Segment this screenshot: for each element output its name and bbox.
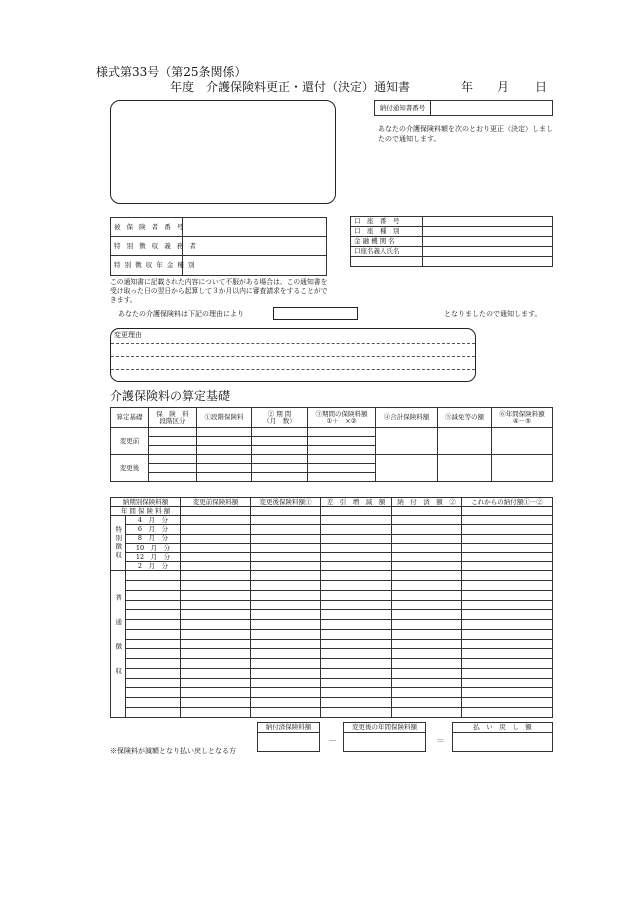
col-basis: 算定基礎 bbox=[111, 408, 149, 428]
insured-number-field[interactable] bbox=[183, 218, 327, 237]
row-before-label: 変更前 bbox=[111, 428, 149, 455]
notice-message: あなたの介護保険料額を次のとおり更正（決定）しましたので通知します。 bbox=[378, 125, 553, 143]
account-type-label: 口 座 種 別 bbox=[351, 227, 423, 237]
reason-suffix: となりましたので通知します。 bbox=[444, 310, 542, 318]
col-annual-line2: ④－⑤ bbox=[512, 416, 532, 425]
col-total: ④合計保険料額 bbox=[376, 408, 438, 428]
special-collection-label bbox=[111, 516, 126, 571]
month-row: 12 月 分 bbox=[126, 552, 181, 561]
calc-basis-heading: 介護保険料の算定基礎 bbox=[110, 389, 231, 403]
refund-paid-field[interactable] bbox=[258, 733, 320, 752]
date-month-label: 月 bbox=[497, 80, 510, 94]
col-period-amount-line2: ①＋ ×② bbox=[326, 416, 357, 425]
installment-table bbox=[110, 497, 553, 718]
h-before: 変更前保険料額 bbox=[181, 498, 251, 507]
col-period-amount-line1: ③期間の保険料額 bbox=[315, 410, 368, 418]
ordinary-collection-label bbox=[111, 571, 126, 718]
insured-number-label: 被 保 険 者 番 号 bbox=[111, 218, 183, 237]
month-row: 2 月 分 bbox=[126, 562, 181, 571]
account-number-field[interactable] bbox=[423, 217, 553, 227]
col-annual bbox=[492, 408, 553, 428]
annual-label: 年 間 保 険 料 額 bbox=[111, 507, 181, 516]
col-class-line1: 保 険 料 bbox=[156, 410, 189, 418]
appeal-notice: この通知書に記載された内容について不服がある場合は、この通知書を受け取った日の翌日から起算して３か月以内に審査請求をすることができます。 bbox=[110, 278, 328, 304]
notice-number-table bbox=[374, 100, 553, 116]
account-type-field[interactable] bbox=[423, 227, 553, 237]
h-after: 変更後保険料額① bbox=[251, 498, 321, 507]
refund-paid-box bbox=[257, 722, 320, 752]
insured-info-table bbox=[110, 217, 327, 276]
account-number-label: 口 座 番 号 bbox=[351, 217, 423, 227]
account-holder-field[interactable] bbox=[423, 247, 553, 257]
special-collector-field[interactable] bbox=[183, 237, 327, 256]
refund-note: ※保険料が減額となり払い戻しとなる方 bbox=[110, 747, 236, 755]
refund-amount-box bbox=[452, 722, 553, 752]
refund-amount-label: 払 い 戻 し 額 bbox=[453, 723, 553, 733]
col-annual-line1: ⑥年間保険料額 bbox=[499, 410, 545, 418]
h-diff: 差 引 増 減 額 bbox=[321, 498, 392, 507]
refund-after-label: 変更後の年間保険料額 bbox=[344, 723, 426, 733]
date-year-label: 年 bbox=[461, 80, 474, 94]
refund-after-field[interactable] bbox=[344, 733, 426, 752]
account-holder-label: 口座名義人氏名 bbox=[351, 247, 423, 257]
col-period bbox=[252, 408, 308, 428]
bank-name-field[interactable] bbox=[423, 237, 553, 247]
reason-line-2 bbox=[111, 356, 475, 357]
col-reduction: ⑤減免等の額 bbox=[438, 408, 492, 428]
col-class-line2: 段階区分 bbox=[159, 416, 186, 425]
col-period-amount bbox=[308, 408, 376, 428]
calc-basis-table bbox=[110, 407, 553, 482]
address-window bbox=[110, 100, 336, 204]
refund-after-box bbox=[343, 722, 426, 752]
month-row: 6 月 分 bbox=[126, 525, 181, 534]
refund-paid-label: 納付済保険料額 bbox=[258, 723, 320, 733]
special-collection-text: 特別徴収 bbox=[114, 525, 123, 560]
refund-amount-field[interactable] bbox=[453, 733, 553, 752]
reason-prefix: あなたの介護保険料は下記の理由により bbox=[118, 310, 244, 318]
date-day-label: 日 bbox=[535, 80, 548, 94]
notice-number-field[interactable] bbox=[431, 101, 553, 116]
change-reason-box[interactable] bbox=[110, 328, 476, 382]
ordinary-collection-text: 普通徴収 bbox=[114, 594, 123, 693]
col-period-line1: ② 期 間 bbox=[267, 410, 292, 418]
pension-type-label: 特 別 徴 収 年 金 種 別 bbox=[111, 256, 183, 276]
result-field[interactable] bbox=[273, 307, 358, 320]
change-reason-label: 変更理由 bbox=[114, 331, 142, 339]
col-class bbox=[149, 408, 197, 428]
special-collector-label: 特 別 徴 収 義 務 者 bbox=[111, 237, 183, 256]
h-future: これからの納付額①－② bbox=[462, 498, 553, 507]
form-number: 様式第33号（第25条関係） bbox=[96, 65, 247, 79]
notice-number-label: 納付通知書番号 bbox=[375, 101, 431, 116]
h-period: 納期別保険料額 bbox=[111, 498, 181, 507]
col-period-line2: （月 数） bbox=[263, 416, 296, 425]
reason-line-1 bbox=[111, 343, 475, 344]
reason-line-3 bbox=[111, 369, 475, 370]
page-title: 年度 介護保険料更正・還付（決定）通知書 bbox=[170, 80, 411, 94]
month-row: 4 月 分 bbox=[126, 516, 181, 525]
row-after-label: 変更後 bbox=[111, 455, 149, 482]
h-paid: 納 付 済 額 ② bbox=[392, 498, 462, 507]
bank-info-table bbox=[350, 216, 553, 267]
month-row: 8 月 分 bbox=[126, 534, 181, 543]
bank-name-label: 金 融 機 関 名 bbox=[351, 237, 423, 247]
month-row: 10 月 分 bbox=[126, 543, 181, 552]
pension-type-field[interactable] bbox=[183, 256, 327, 276]
minus-sign: － bbox=[328, 737, 338, 747]
equals-sign: ＝ bbox=[436, 737, 446, 747]
col-stage: ①段階保険料 bbox=[197, 408, 252, 428]
